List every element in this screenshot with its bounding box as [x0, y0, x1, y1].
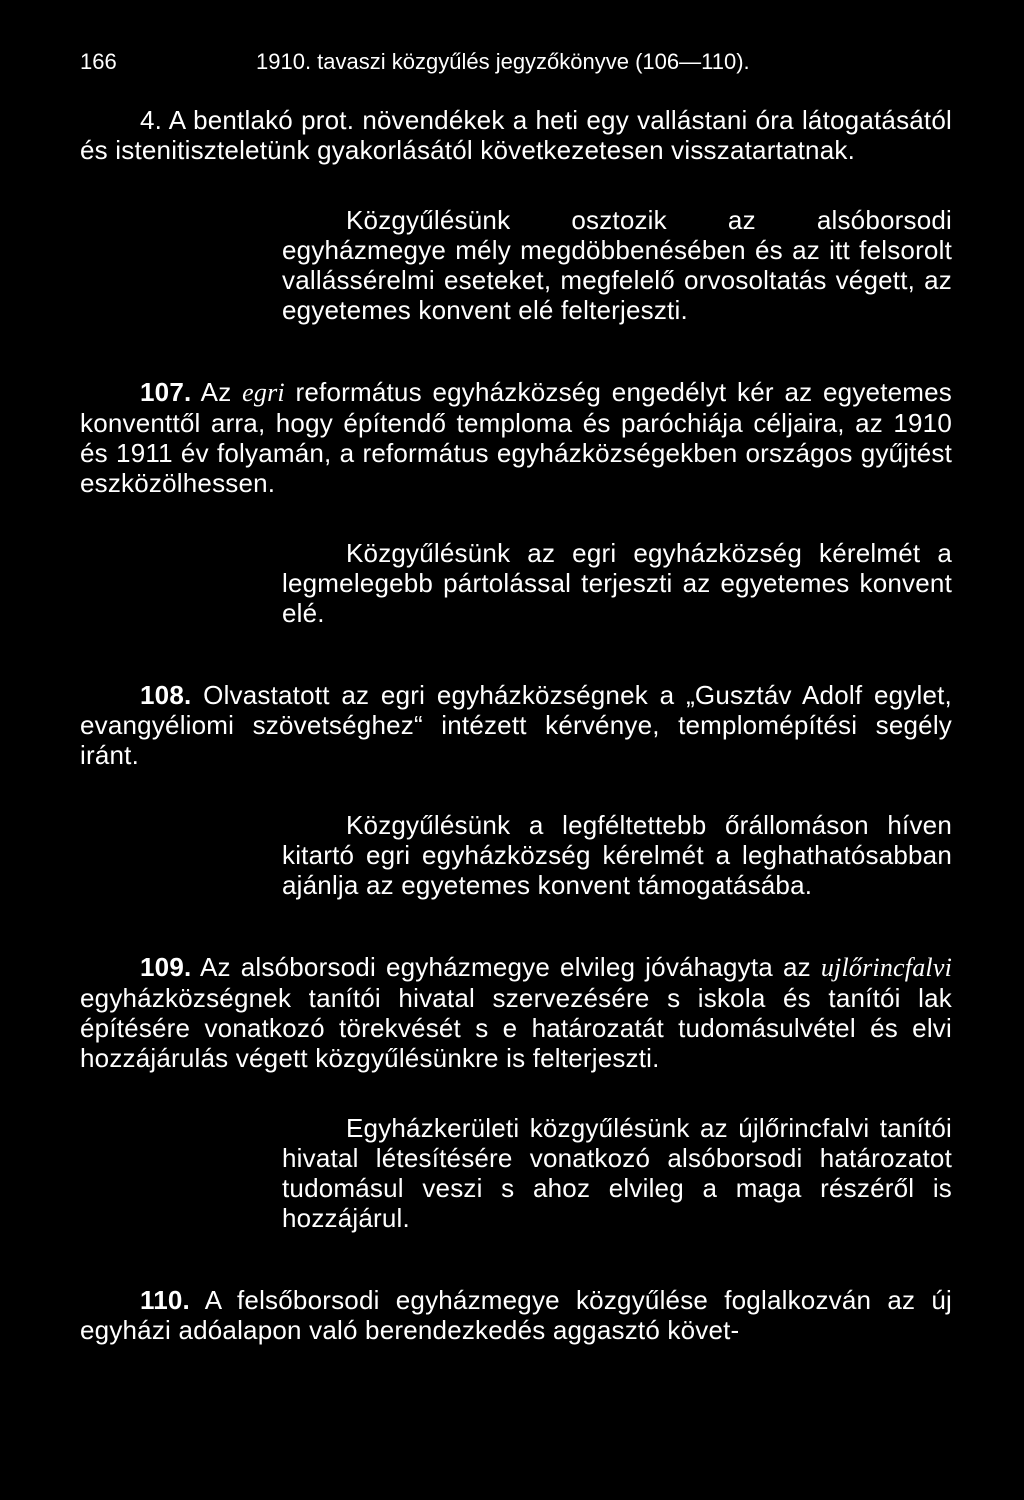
- item-107-number: 107.: [140, 377, 192, 407]
- item-110-body: A felsőborsodi egyházmegye közgyűlése foglalkozván az új egyházi adóalapon való berendezkedés aggasztó követ-: [80, 1285, 952, 1345]
- item-109-text-before: Az alsóborsodi egyházmegye elvileg jóváhagyta az: [200, 952, 821, 982]
- item-109-text: [80, 952, 952, 1073]
- item-107-text: [80, 377, 952, 498]
- item-109-resolution: Egyházkerületi közgyűlésünk az újlőrincfalvi tanítói hivatal létesítésére vonatkozó alsóborsodi határozatot tudomásul veszi s ahoz elvileg a maga részéről is hozzájárul.: [282, 1113, 952, 1233]
- item-107-emphasis: egri: [242, 378, 285, 407]
- item-108-resolution: Közgyűlésünk a legféltettebb őrállomáson híven kitartó egri egyházközség kérelmét a leghathatósabban ajánlja az egyetemes konvent támogatásába.: [282, 810, 952, 900]
- page-number: 166: [80, 49, 117, 74]
- item-109-number: 109.: [140, 952, 192, 982]
- item-109-emphasis: ujlőrincfalvi: [820, 953, 952, 982]
- item-108-number: 108.: [140, 680, 192, 710]
- item-110-number: 110.: [140, 1285, 190, 1315]
- item-107-text-after: református egyházközség engedélyt kér az egyetemes konventtől arra, hogy építendő temploma és paróchiája céljaira, az 1910 és 1911 év folyamán, a református egyházközségekben országos gyűjtést eszközölhessen.: [80, 377, 952, 498]
- item-107-text-before: Az: [200, 377, 243, 407]
- item-4-text: 4. A bentlakó prot. növendékek a heti egy vallástani óra látogatásától és istenitiszteletünk gyakorlásától következetesen visszatartatnak.: [80, 105, 952, 165]
- item-108-body: Olvastatott az egri egyházközségnek a „Gusztáv Adolf egylet, evangyéliomi szövetséghez“ intézett kérvénye, templomépítési segély iránt.: [80, 680, 952, 770]
- item-109-text-after: egyházközségnek tanítói hivatal szervezésére s iskola és tanítói lak építésére vonatkozó törekvését s e határozatát tudomásulvétel és elvi hozzájárulás végett közgyűlésünkre is felterjeszti.: [80, 983, 952, 1073]
- item-110-text: [80, 1285, 952, 1345]
- page-header: [80, 44, 952, 80]
- item-107-resolution: Közgyűlésünk az egri egyházközség kérelmét a legmelegebb pártolással terjeszti az egyetemes konvent elé.: [282, 538, 952, 628]
- item-4-resolution: Közgyűlésünk osztozik az alsóborsodi egyházmegye mély megdöbbenésében és az itt felsorolt vallássérelmi eseteket, megfelelő orvosoltatás végett, az egyetemes konvent elé felterjeszti.: [282, 205, 952, 325]
- document-body: [80, 105, 952, 1345]
- running-head: 1910. tavaszi közgyűlés jegyzőkönyve (106—110).: [256, 49, 750, 74]
- item-108-text: [80, 680, 952, 770]
